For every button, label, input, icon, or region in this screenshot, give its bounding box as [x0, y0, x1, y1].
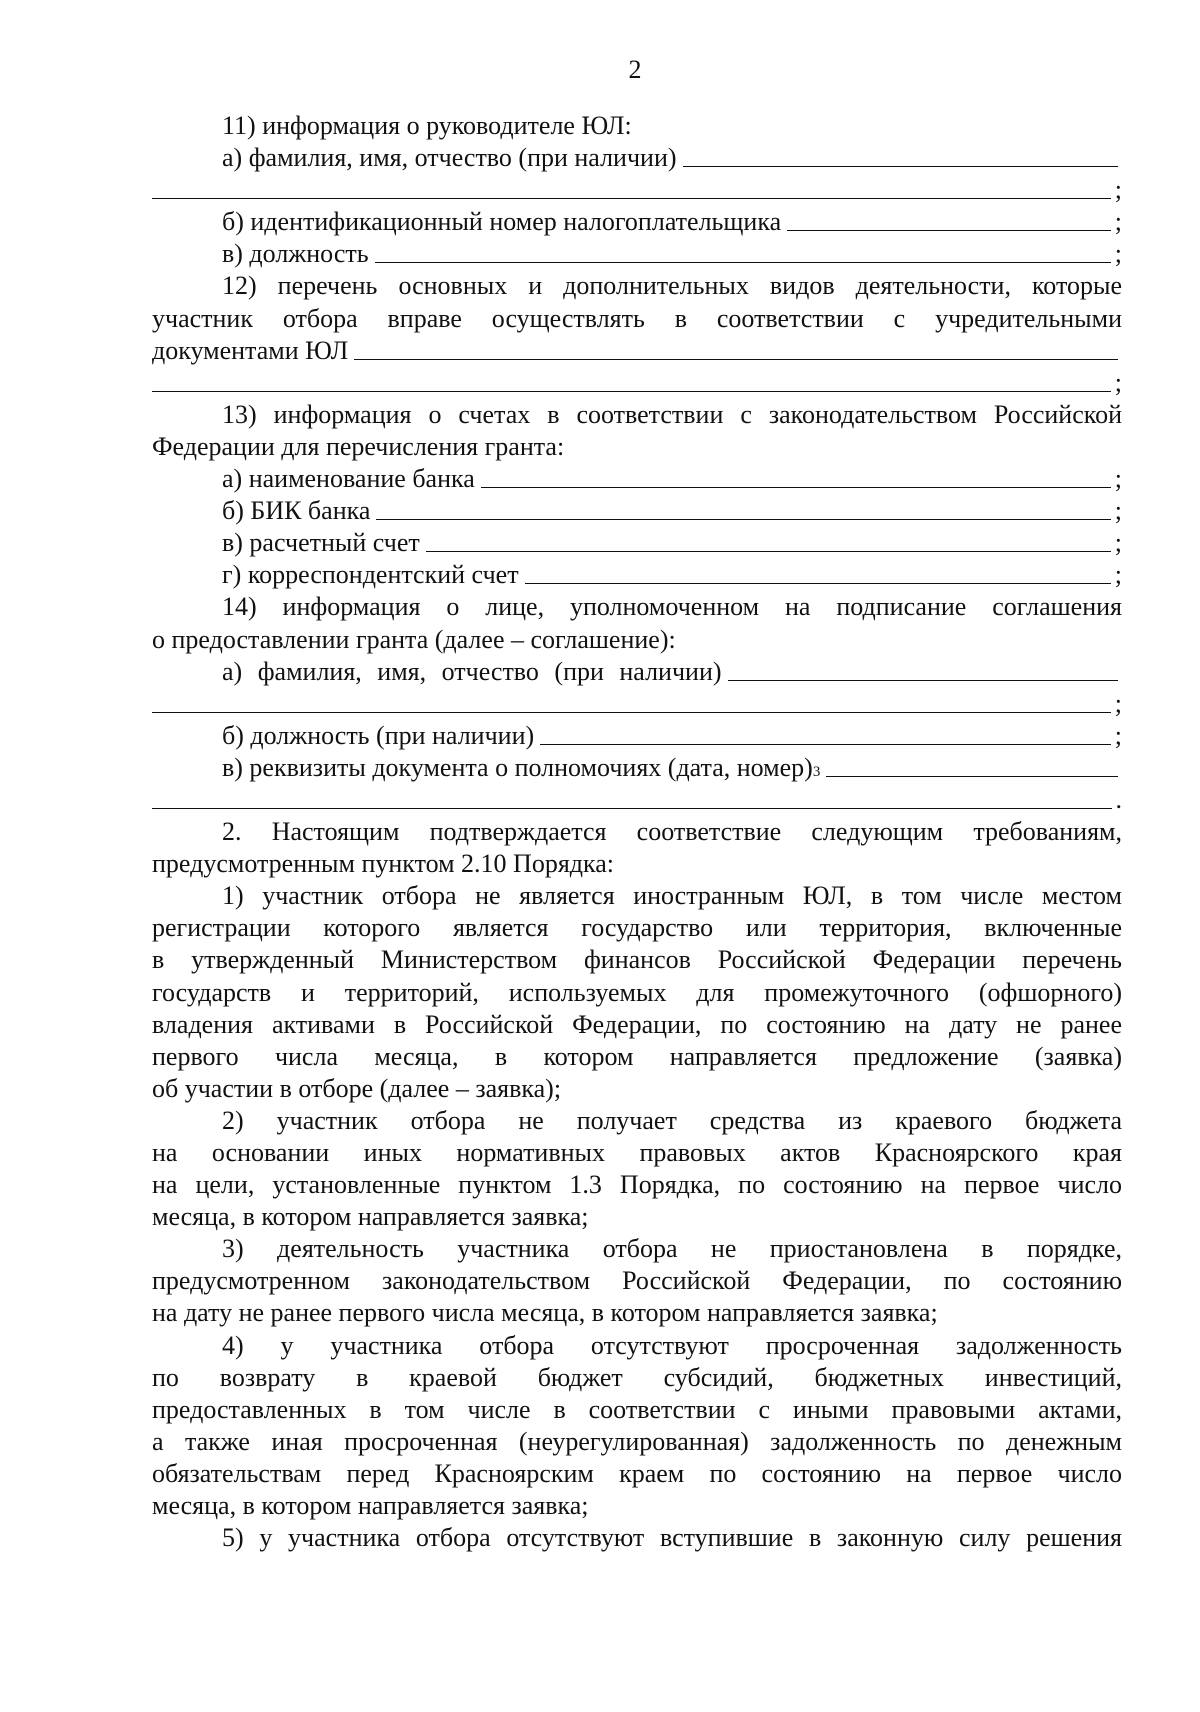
item-11-v-field[interactable]	[375, 262, 1111, 263]
item-12-field-continuation[interactable]	[152, 391, 1111, 392]
item-11-v-row	[152, 238, 1122, 270]
item-11-a-row	[152, 142, 1122, 174]
semicolon: ;	[1114, 239, 1122, 269]
req-4-line: предоставленных в том числе в соответствии с иными правовыми актами,	[152, 1394, 1122, 1424]
item-11-title: 11) информация о руководителе ЮЛ:	[222, 111, 632, 140]
item-12-line-1: 12) перечень основных и дополнительных видов деятельности, которые	[222, 271, 1122, 301]
item-13-v-label: в) расчетный счет	[222, 528, 420, 558]
item-14-b-field[interactable]	[540, 744, 1111, 745]
semicolon: ;	[1114, 720, 1122, 750]
item-13-b-label: б) БИК банка	[222, 496, 371, 526]
req-1-line: 1) участник отбора не является иностранным ЮЛ, в том числе местом	[222, 881, 1122, 911]
bank-name-field[interactable]	[481, 487, 1111, 488]
settlement-account-field[interactable]	[426, 551, 1111, 552]
item-12-continuation-row	[152, 367, 1122, 399]
item-14-a-field[interactable]	[728, 680, 1118, 681]
item-14-v-label: в) реквизиты документа о полномочиях (дата, номер)	[222, 752, 813, 782]
item-13-a-label: а) наименование банка	[222, 464, 475, 494]
req-4-line: по возврату в краевой бюджет субсидий, бюджетных инвестиций,	[152, 1362, 1122, 1392]
item-11-a-field-continuation[interactable]	[152, 198, 1111, 199]
req-1-line: в утвержденный Министерством финансов Российской Федерации перечень	[152, 945, 1122, 975]
semicolon: ;	[1114, 528, 1122, 558]
req-1-line: государств и территорий, используемых для промежуточного (офшорного)	[152, 977, 1122, 1007]
req-3-line: на дату не ранее первого числа месяца, в котором направляется заявка;	[152, 1298, 938, 1328]
item-13-g-row	[152, 559, 1122, 591]
item-13-g-label: г) корреспондентский счет	[222, 560, 519, 590]
req-1-line: первого числа месяца, в котором направляется предложение (заявка)	[152, 1041, 1122, 1071]
item-14-a-row	[152, 656, 1122, 688]
semicolon: ;	[1114, 207, 1122, 237]
item-11-b-field[interactable]	[787, 230, 1111, 231]
item-13-b-row	[152, 495, 1122, 527]
item-11-a-continuation-row	[152, 174, 1122, 206]
period: .	[1115, 784, 1122, 814]
item-11-v-label: в) должность	[222, 239, 369, 269]
item-12-line-2: участник отбора вправе осуществлять в соответствии с учредительными	[152, 303, 1122, 333]
section-2-intro-line: 2. Настоящим подтверждается соответствие следующим требованиям,	[222, 817, 1122, 847]
item-14-a-label: а) фамилия, имя, отчество (при наличии)	[222, 656, 722, 686]
page-number: 2	[628, 55, 642, 84]
item-14-v-row: в) реквизиты документа о полномочиях (дата, номер) 3	[152, 752, 1122, 784]
item-14-v-field[interactable]	[826, 776, 1118, 777]
semicolon: ;	[1114, 367, 1122, 397]
item-13-line-2: Федерации для перечисления гранта:	[152, 431, 565, 461]
item-13-v-row	[152, 527, 1122, 559]
bank-bik-field[interactable]	[376, 519, 1110, 520]
req-1-line: регистрации которого является государство или территория, включенные	[152, 913, 1122, 943]
req-5-line: 5) у участника отбора отсутствуют вступившие в законную силу решения	[222, 1523, 1122, 1553]
item-12-line-3-label: документами ЮЛ	[152, 335, 349, 365]
section-2-intro-line: предусмотренным пунктом 2.10 Порядка:	[152, 849, 615, 879]
req-1-line: об участии в отборе (далее – заявка);	[152, 1073, 562, 1103]
item-13-a-row	[152, 463, 1122, 495]
item-11-a-label: а) фамилия, имя, отчество (при наличии)	[222, 143, 677, 173]
req-4-line: обязательствам перед Красноярским краем по состоянию на первое число	[152, 1458, 1122, 1488]
semicolon: ;	[1114, 464, 1122, 494]
req-2-line: месяца, в котором направляется заявка;	[152, 1202, 589, 1232]
req-3-line: предусмотренном законодательством Российской Федерации, по состоянию	[152, 1266, 1122, 1296]
item-14-v-field-continuation[interactable]	[152, 808, 1112, 809]
item-14-a-continuation-row	[152, 688, 1122, 720]
item-14-line-2: о предоставлении гранта (далее – соглашение):	[152, 624, 676, 654]
req-4-line: а также иная просроченная (неурегулированная) задолженность по денежным	[152, 1426, 1122, 1456]
item-14-v-continuation-row	[152, 784, 1122, 816]
semicolon: ;	[1114, 496, 1122, 526]
req-4-line: месяца, в котором направляется заявка;	[152, 1491, 589, 1521]
item-12-line-3-row	[152, 335, 1122, 367]
item-14-a-field-continuation[interactable]	[152, 712, 1111, 713]
item-13-line-1: 13) информация о счетах в соответствии с законодательством Российской	[222, 399, 1122, 429]
item-11-b-label: б) идентификационный номер налогоплательщика	[222, 207, 782, 237]
req-4-line: 4) у участника отбора отсутствуют просроченная задолженность	[222, 1330, 1122, 1360]
semicolon: ;	[1114, 560, 1122, 590]
req-2-line: на цели, установленные пунктом 1.3 Порядка, по состоянию на первое число	[152, 1170, 1122, 1200]
req-3-line: 3) деятельность участника отбора не приостановлена в порядке,	[222, 1234, 1122, 1264]
item-14-b-label: б) должность (при наличии)	[222, 720, 535, 750]
item-14-line-1: 14) информация о лице, уполномоченном на подписание соглашения	[222, 592, 1122, 622]
req-2-line: 2) участник отбора не получает средства из краевого бюджета	[222, 1105, 1122, 1135]
document-body	[152, 110, 1122, 1554]
item-12-field[interactable]	[354, 359, 1118, 360]
semicolon: ;	[1114, 175, 1122, 205]
req-1-line: владения активами в Российской Федерации, по состоянию на дату не ранее	[152, 1009, 1122, 1039]
item-11-b-row	[152, 206, 1122, 238]
item-11-a-field[interactable]	[683, 166, 1118, 167]
semicolon: ;	[1114, 688, 1122, 718]
correspondent-account-field[interactable]	[525, 583, 1111, 584]
req-2-line: на основании иных нормативных правовых актов Красноярского края	[152, 1138, 1122, 1167]
item-14-b-row	[152, 720, 1122, 752]
